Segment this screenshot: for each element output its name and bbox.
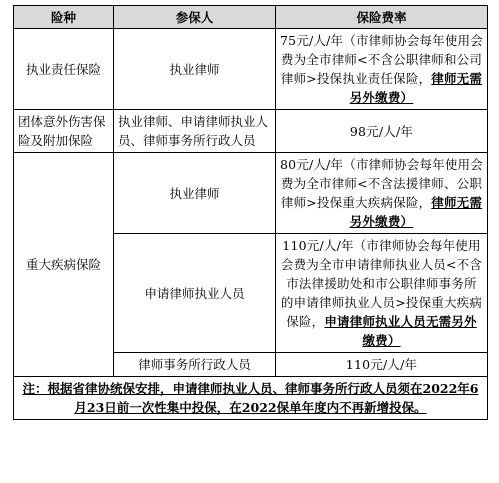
cell-type-liability: 执业责任保险 xyxy=(14,29,114,110)
cell-rate-admin-staff: 110元/人/年 xyxy=(276,353,488,377)
rate-emphasis: 申请律师执业人员无需另外缴费） xyxy=(324,314,477,348)
header-insured: 参保人 xyxy=(114,6,276,29)
table-row xyxy=(14,110,488,153)
cell-insured-lawyer: 执业律师 xyxy=(114,153,276,234)
insurance-table xyxy=(13,5,488,420)
cell-rate-lawyer xyxy=(276,153,488,234)
rate-text: 80元/人/年（市律师协会每年使用会费为全市律师<不含法援律师、公职律师>投保重大疾病保险， xyxy=(280,157,483,210)
table-row xyxy=(14,29,488,110)
cell-insured-accident: 执业律师、申请律师执业人员、律师事务所行政人员 xyxy=(114,110,276,153)
cell-rate-applicant xyxy=(276,234,488,353)
cell-insured-applicant: 申请律师执业人员 xyxy=(114,234,276,353)
note-row xyxy=(14,377,488,420)
table-row xyxy=(14,153,488,234)
header-premium-rate: 保险费率 xyxy=(276,6,488,29)
rate-text: 75元/人/年（市律师协会每年使用会费为全市律师<不含公职律师和公司律师>投保执业责任保险， xyxy=(280,33,483,86)
cell-type-critical-illness: 重大疾病保险 xyxy=(14,153,114,377)
table-header-row xyxy=(14,6,488,29)
rate-emphasis: 律师无需另外缴费） xyxy=(349,195,483,229)
rate-emphasis: 律师无需另外缴费） xyxy=(349,71,483,105)
rate-text: 110元/人/年（市律师协会每年使用会费为全市申请律师执业人员<不含市法律援助处和市公职律师事务所的申请律师执业人员>投保重大疾病保险， xyxy=(280,238,483,329)
cell-insured-liability: 执业律师 xyxy=(114,29,276,110)
cell-rate-liability xyxy=(276,29,488,110)
header-insurance-type: 险种 xyxy=(14,6,114,29)
note-text: 注：根据省律协统保安排，申请律师执业人员、律师事务所行政人员须在2022年6月23日前一次性集中投保，在2022保单年度内不再新增投保。 xyxy=(14,377,488,420)
cell-insured-admin-staff: 律师事务所行政人员 xyxy=(114,353,276,377)
cell-type-accident: 团体意外伤害保险及附加保险 xyxy=(14,110,114,153)
cell-rate-accident: 98元/人/年 xyxy=(276,110,488,153)
